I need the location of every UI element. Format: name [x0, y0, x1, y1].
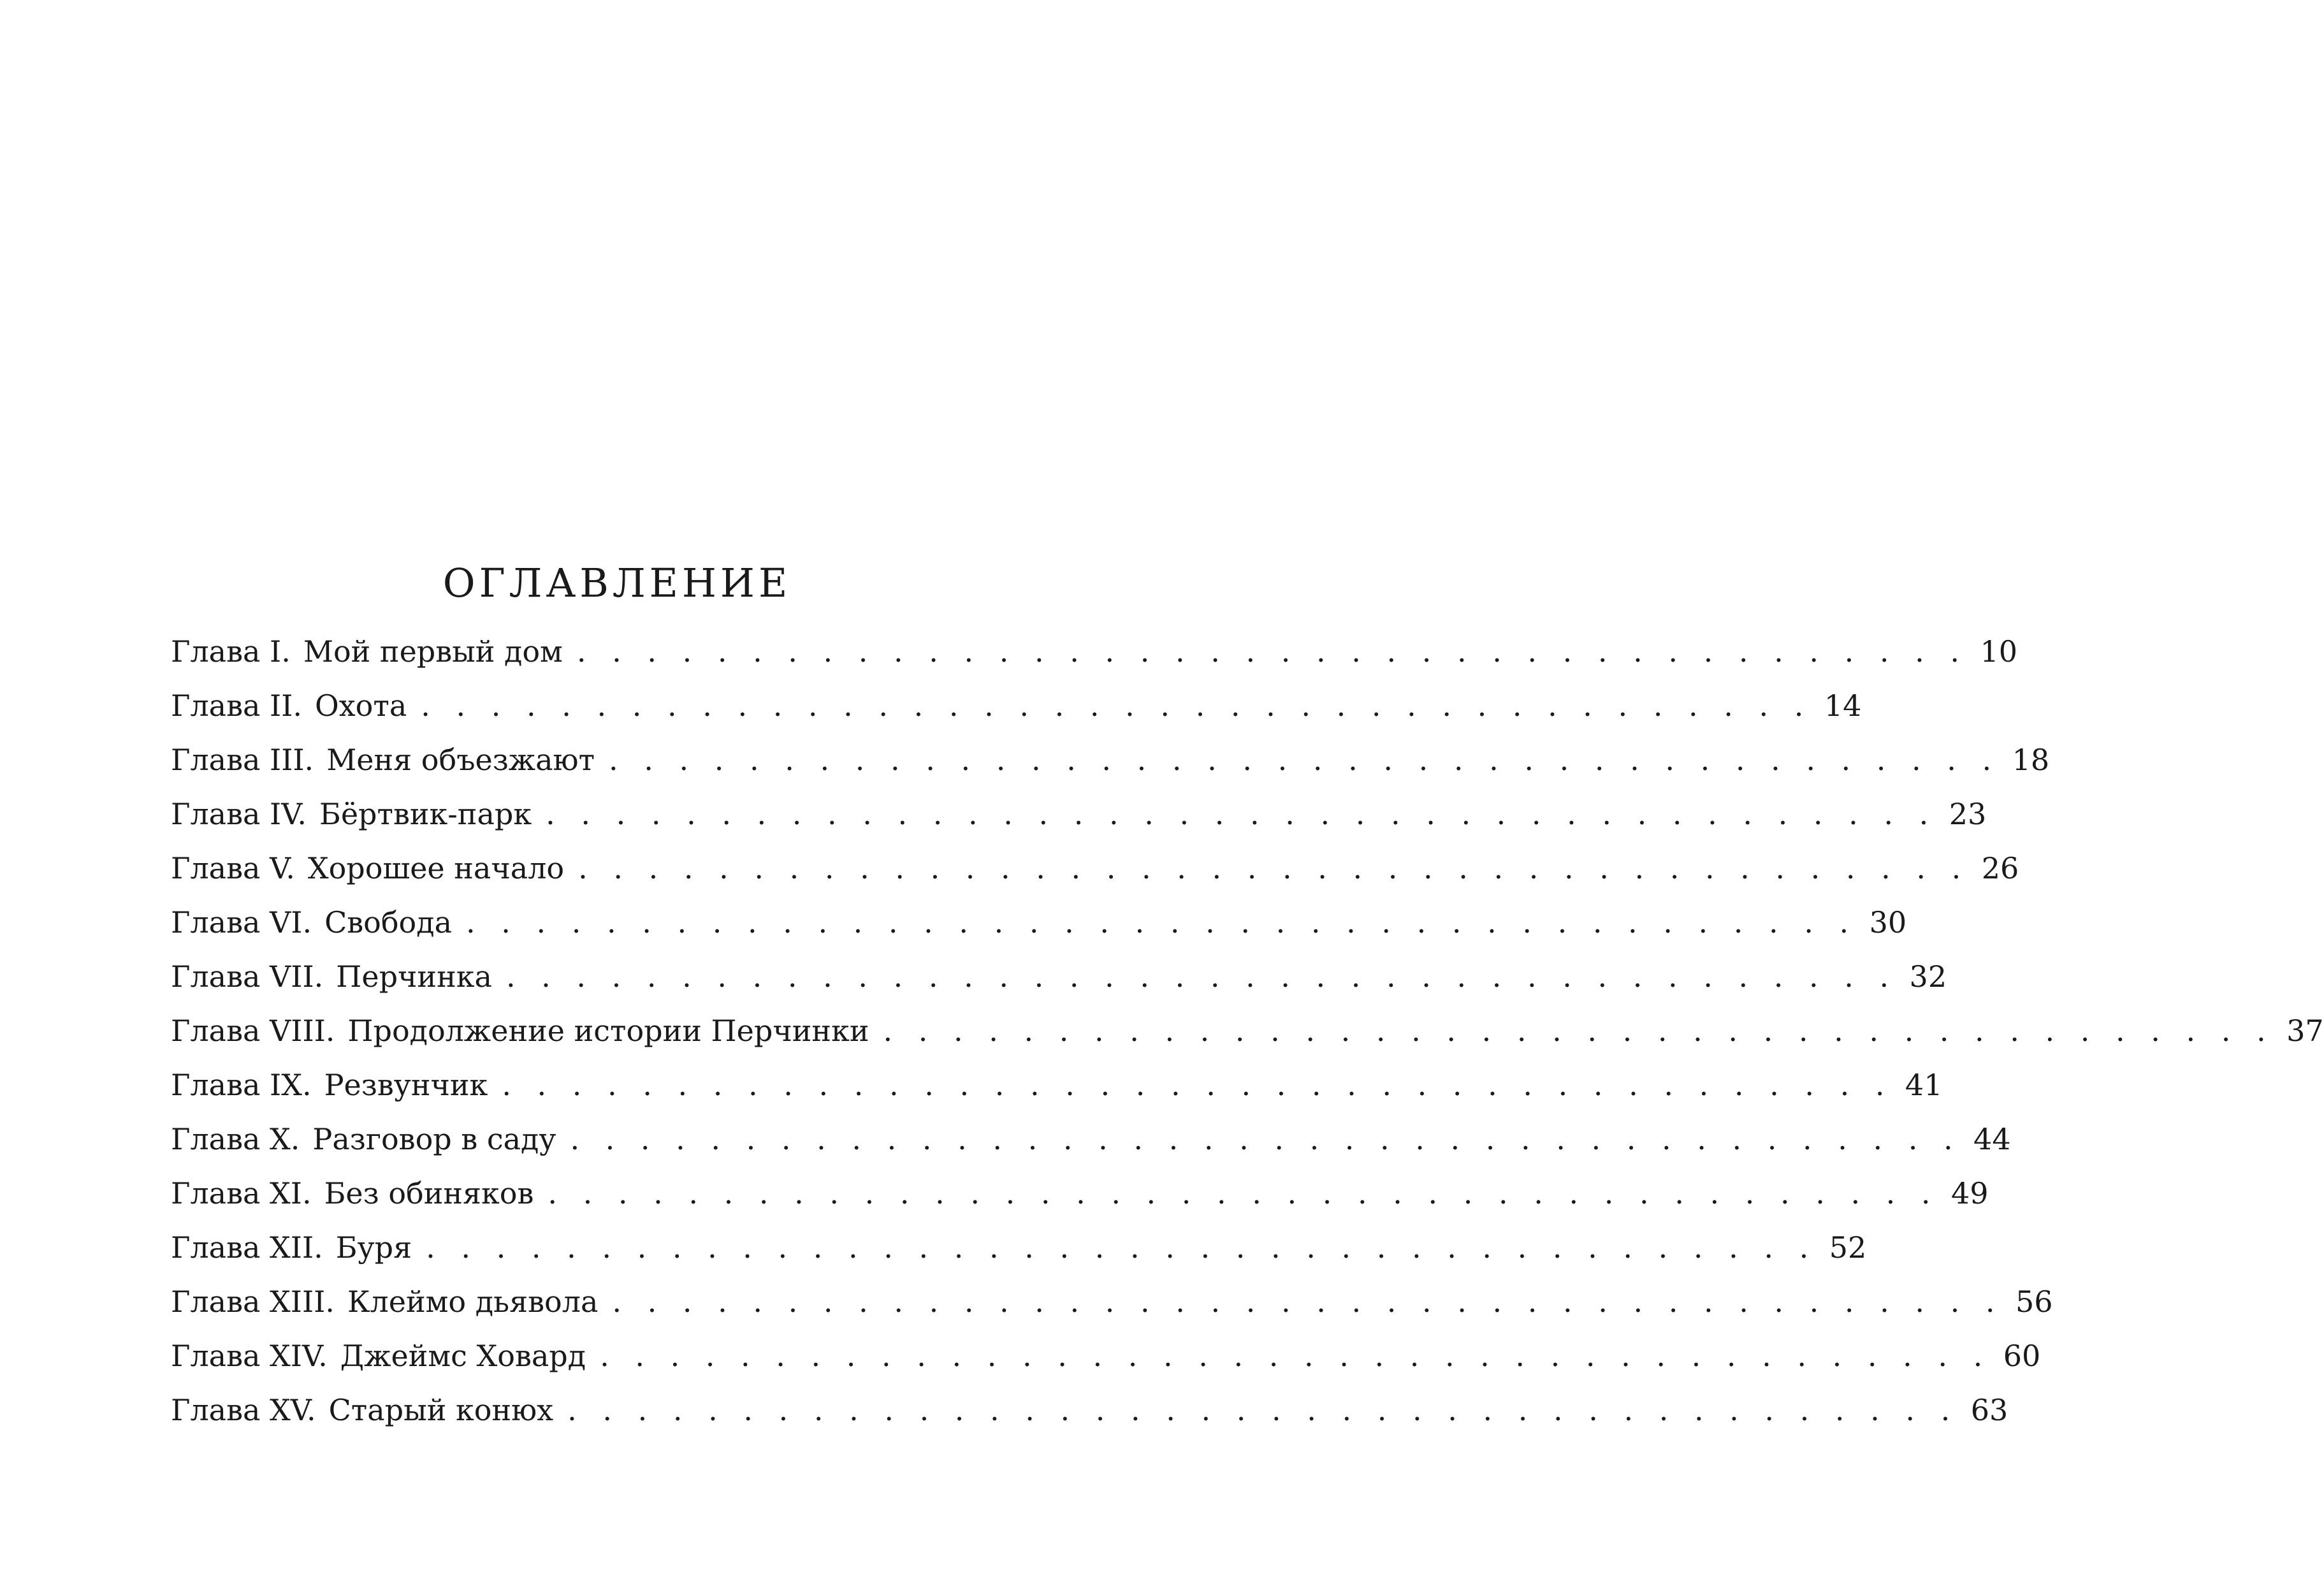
toc-heading: ОГЛАВЛЕНИЕ [442, 559, 792, 606]
dot-leader: . . . . . . . . . . . . . . . . . . . . . . . . . . . . . . . . . . . . . . . . [567, 1393, 1959, 1427]
toc-entry [171, 1383, 2008, 1437]
chapter-title: Клеймо дьявола [347, 1284, 599, 1319]
toc-entry [171, 787, 1987, 841]
dot-leader: . . . . . . . . . . . . . . . . . . . . . . . . . . . . . . . . . . . . . . . . [609, 743, 2000, 777]
chapter-title: Бёртвик-парк [319, 797, 532, 831]
page-number: 52 [1829, 1230, 1867, 1265]
toc-entry [171, 1004, 2324, 1058]
chapter-label: Глава VI. [171, 905, 312, 940]
chapter-label: Глава XI. [171, 1176, 312, 1211]
dot-leader: . . . . . . . . . . . . . . . . . . . . . . . . . . . . . . . . . . . . . . . . [600, 1339, 1991, 1373]
page-number: 10 [1980, 634, 2017, 669]
toc-entry [171, 1275, 2053, 1329]
toc-entry [171, 625, 2017, 679]
toc-entry [171, 896, 1907, 950]
chapter-title: Перчинка [336, 959, 492, 994]
toc-entry [171, 1167, 1989, 1221]
dot-leader: . . . . . . . . . . . . . . . . . . . . . . . . . . . . . . . . . . . . . . . . [421, 688, 1812, 723]
page-number: 44 [1973, 1122, 2011, 1156]
toc-list [171, 625, 2324, 1437]
dot-leader: . . . . . . . . . . . . . . . . . . . . . . . . . . . . . . . . . . . . . . . . [548, 1176, 1939, 1211]
chapter-title: Без обиняков [324, 1176, 534, 1211]
chapter-label: Глава I. [171, 634, 291, 669]
page-number: 37 [2286, 1014, 2324, 1048]
toc-entry [171, 950, 1947, 1004]
toc-entry [171, 1058, 1943, 1112]
chapter-label: Глава V. [171, 851, 295, 885]
dot-leader: . . . . . . . . . . . . . . . . . . . . . . . . . . . . . . . . . . . . . . . . [570, 1122, 1961, 1156]
toc-entry [171, 1221, 1867, 1275]
toc-entry [171, 733, 2050, 787]
page-number: 63 [1970, 1393, 2008, 1427]
chapter-label: Глава VIII. [171, 1014, 335, 1048]
chapter-label: Глава II. [171, 688, 303, 723]
dot-leader: . . . . . . . . . . . . . . . . . . . . . . . . . . . . . . . . . . . . . . . . [883, 1014, 2274, 1048]
chapter-title: Продолжение истории Перчинки [347, 1014, 869, 1048]
chapter-label: Глава III. [171, 743, 314, 777]
page-number: 41 [1905, 1068, 1943, 1102]
page-number: 49 [1951, 1176, 1989, 1211]
dot-leader: . . . . . . . . . . . . . . . . . . . . . . . . . . . . . . . . . . . . . . . . [612, 1284, 2003, 1319]
page-number: 60 [2003, 1339, 2041, 1373]
chapter-title: Меня объезжают [326, 743, 595, 777]
page-number: 23 [1949, 797, 1987, 831]
toc-entry [171, 1329, 2041, 1383]
chapter-label: Глава VII. [171, 959, 324, 994]
chapter-title: Резвунчик [324, 1068, 488, 1102]
chapter-title: Разговор в саду [312, 1122, 556, 1156]
chapter-label: Глава XV. [171, 1393, 316, 1427]
chapter-label: Глава X. [171, 1122, 300, 1156]
chapter-label: Глава IV. [171, 797, 307, 831]
page-number: 30 [1869, 905, 1907, 940]
page-number: 14 [1824, 688, 1862, 723]
page-number: 18 [2012, 743, 2050, 777]
dot-leader: . . . . . . . . . . . . . . . . . . . . . . . . . . . . . . . . . . . . . . . . [426, 1230, 1817, 1265]
page-number: 56 [2015, 1284, 2053, 1319]
chapter-label: Глава XIV. [171, 1339, 328, 1373]
chapter-title: Мой первый дом [303, 634, 563, 669]
chapter-label: Глава IX. [171, 1068, 312, 1102]
chapter-label: Глава XII. [171, 1230, 323, 1265]
dot-leader: . . . . . . . . . . . . . . . . . . . . . . . . . . . . . . . . . . . . . . . . [502, 1068, 1893, 1102]
page-number: 26 [1981, 851, 2019, 885]
chapter-label: Глава XIII. [171, 1284, 335, 1319]
chapter-title: Буря [335, 1230, 412, 1265]
chapter-title: Джеймс Ховард [340, 1339, 586, 1373]
chapter-title: Свобода [324, 905, 452, 940]
toc-entry [171, 679, 1862, 733]
chapter-title: Хорошее начало [307, 851, 565, 885]
dot-leader: . . . . . . . . . . . . . . . . . . . . . . . . . . . . . . . . . . . . . . . . [578, 851, 1970, 885]
dot-leader: . . . . . . . . . . . . . . . . . . . . . . . . . . . . . . . . . . . . . . . . [576, 634, 1968, 669]
dot-leader: . . . . . . . . . . . . . . . . . . . . . . . . . . . . . . . . . . . . . . . . [546, 797, 1937, 831]
toc-entry [171, 841, 2019, 896]
chapter-title: Охота [315, 688, 407, 723]
page-number: 32 [1909, 959, 1947, 994]
toc-entry [171, 1112, 2011, 1167]
chapter-title: Старый конюх [328, 1393, 554, 1427]
dot-leader: . . . . . . . . . . . . . . . . . . . . . . . . . . . . . . . . . . . . . . . . [466, 905, 1857, 940]
dot-leader: . . . . . . . . . . . . . . . . . . . . . . . . . . . . . . . . . . . . . . . . [505, 959, 1898, 994]
